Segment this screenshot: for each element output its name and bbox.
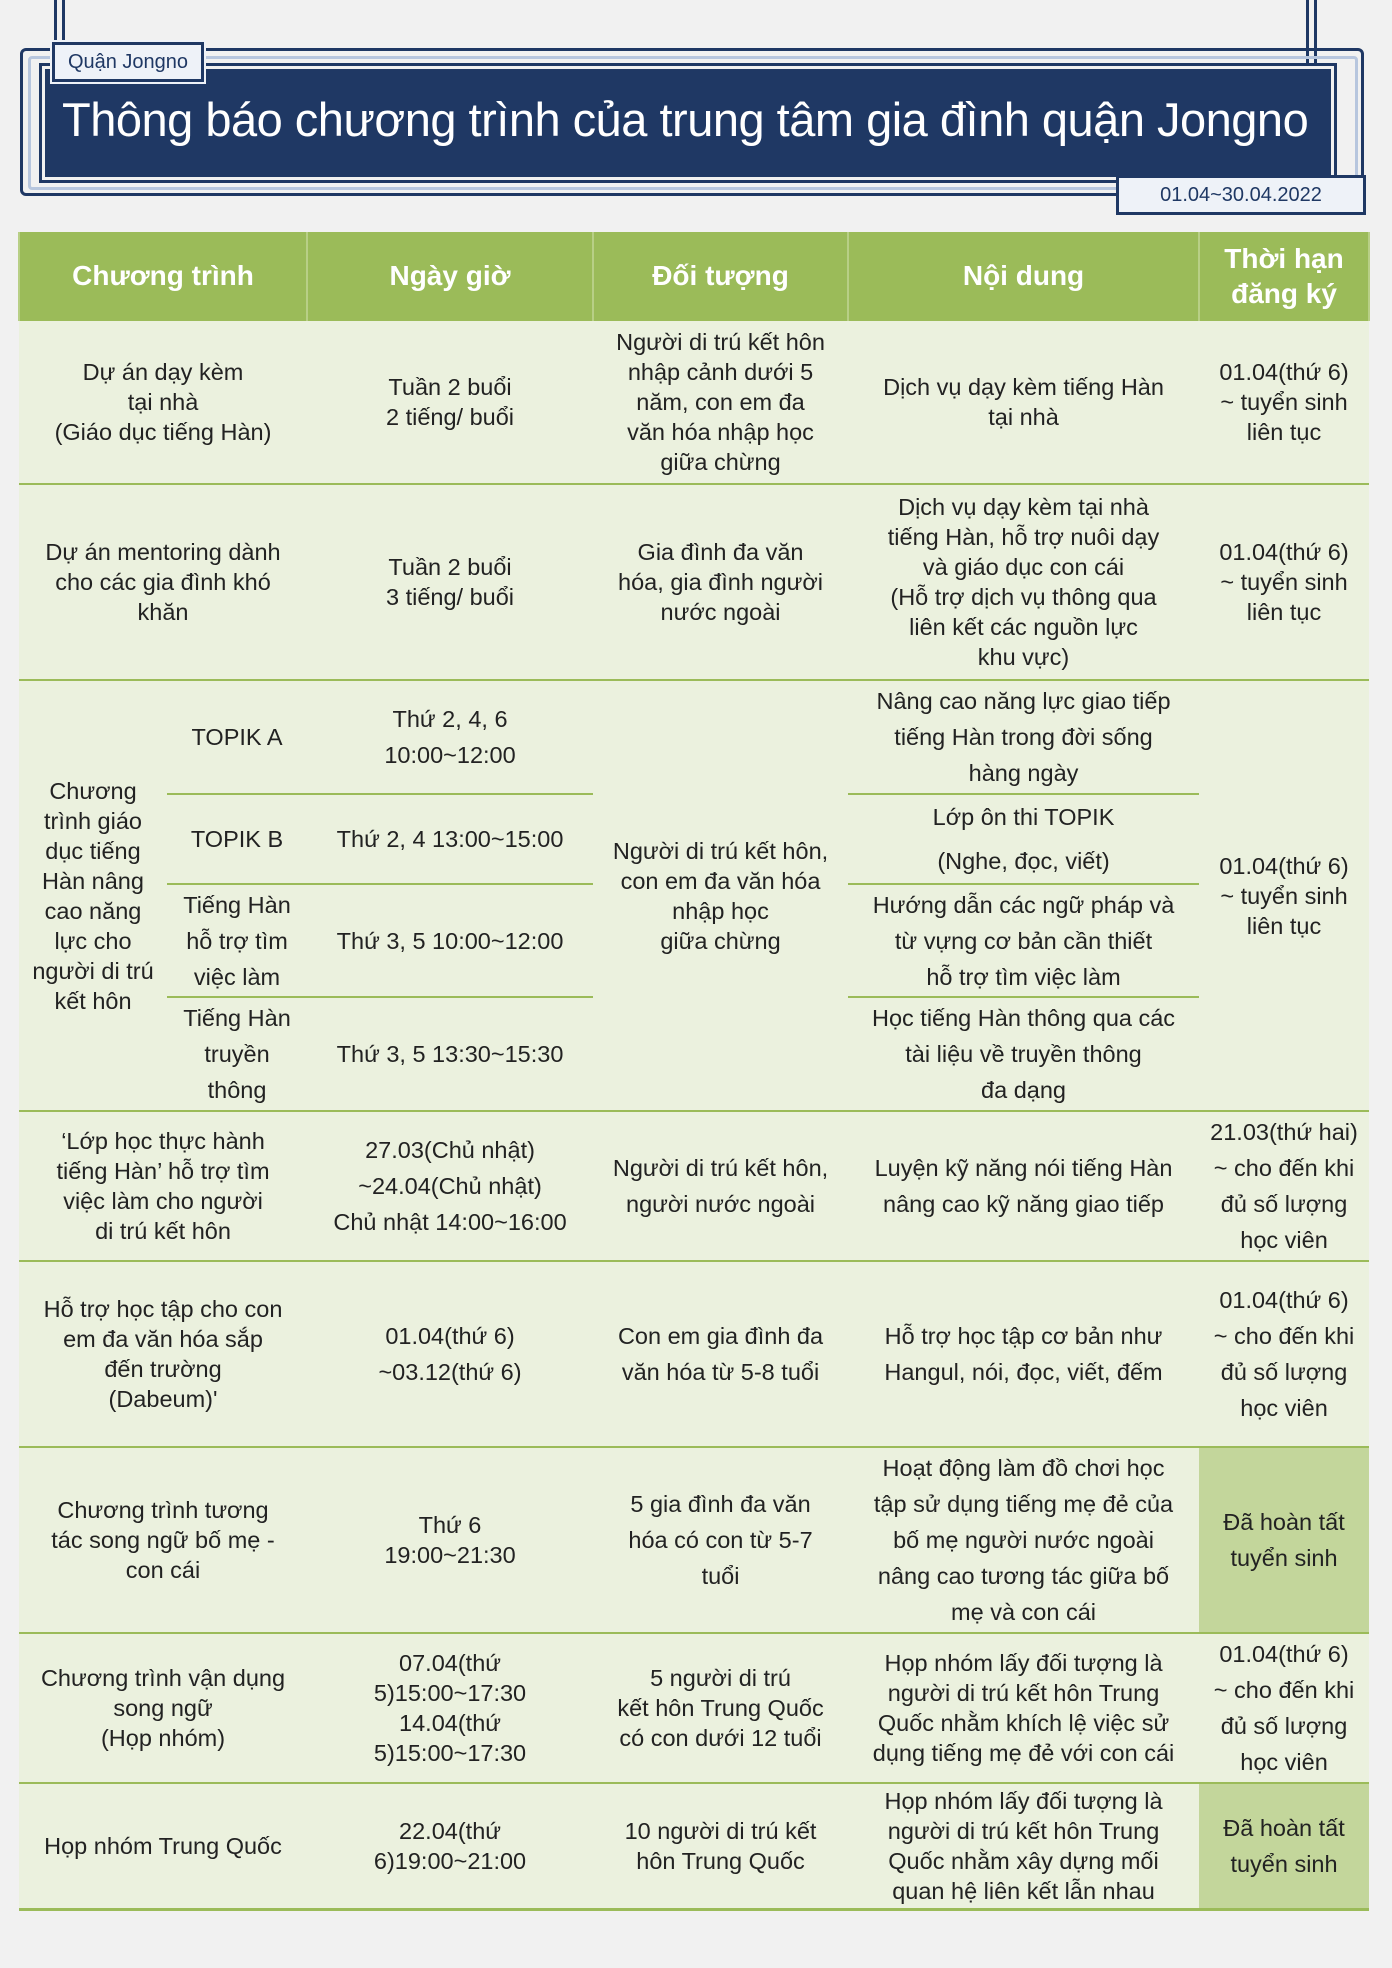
table-row xyxy=(19,1261,1369,1447)
frame-left-post-2 xyxy=(62,0,65,48)
table-row xyxy=(19,484,1369,680)
program-datetime: 07.04(thứ 5)15:00~17:30 14.04(thứ 5)15:00~17:30 xyxy=(307,1633,593,1783)
program-datetime: 01.04(thứ 6) ~03.12(thứ 6) xyxy=(307,1261,593,1447)
program-content: Dịch vụ dạy kèm tại nhà tiếng Hàn, hỗ trợ nuôi dạy và giáo dục con cái (Hỗ trợ dịch vụ thông qua liên kết các nguồn lực khu vực) xyxy=(848,484,1199,680)
program-name: Chương trình tương tác song ngữ bố mẹ - con cái xyxy=(19,1447,307,1633)
subprogram-datetime: Thứ 2, 4 13:00~15:00 xyxy=(307,794,593,884)
subprogram-content: Học tiếng Hàn thông qua các tài liệu về truyền thông đa dạng xyxy=(848,997,1199,1111)
program-deadline: 01.04(thứ 6) ~ cho đến khi đủ số lượng học viên xyxy=(1199,1261,1369,1447)
subprogram-datetime: Thứ 3, 5 13:30~15:30 xyxy=(307,997,593,1111)
program-datetime: 22.04(thứ 6)19:00~21:00 xyxy=(307,1783,593,1909)
deadline-closed-badge: Đã hoàn tất tuyển sinh xyxy=(1199,1447,1369,1633)
program-deadline: 01.04(thứ 6) ~ cho đến khi đủ số lượng học viên xyxy=(1199,1633,1369,1783)
program-name: Hỗ trợ học tập cho con em đa văn hóa sắp đến trường (Dabeum)' xyxy=(19,1261,307,1447)
column-header-datetime: Ngày giờ xyxy=(307,232,593,320)
column-header-program: Chương trình xyxy=(19,232,307,320)
deadline-closed-badge: Đã hoàn tất tuyển sinh xyxy=(1199,1783,1369,1909)
program-content: Hoạt động làm đồ chơi học tập sử dụng tiếng mẹ đẻ của bố mẹ người nước ngoài nâng cao tương tác giữa bố mẹ và con cái xyxy=(848,1447,1199,1633)
subprogram-content: Nâng cao năng lực giao tiếp tiếng Hàn trong đời sống hàng ngày xyxy=(848,680,1199,794)
program-content: Họp nhóm lấy đối tượng là người di trú kết hôn Trung Quốc nhằm khích lệ việc sử dụng tiếng mẹ đẻ với con cái xyxy=(848,1633,1199,1783)
program-datetime: Tuần 2 buổi 3 tiếng/ buổi xyxy=(307,484,593,680)
program-name: ‘Lớp học thực hành tiếng Hàn’ hỗ trợ tìm việc làm cho người di trú kết hôn xyxy=(19,1111,307,1261)
subprogram-name: TOPIK A xyxy=(167,680,307,794)
table-row xyxy=(19,680,1369,794)
subprogram-name: Tiếng Hàn hỗ trợ tìm việc làm xyxy=(167,884,307,997)
column-header-target: Đối tượng xyxy=(593,232,848,320)
program-deadline: 21.03(thứ hai) ~ cho đến khi đủ số lượng học viên xyxy=(1199,1111,1369,1261)
column-header-deadline: Thời hạn đăng ký xyxy=(1199,232,1369,320)
subprogram-content: Lớp ôn thi TOPIK (Nghe, đọc, viết) xyxy=(848,794,1199,884)
subprogram-name: TOPIK B xyxy=(167,794,307,884)
program-group-target: Người di trú kết hôn, con em đa văn hóa nhập học giữa chừng xyxy=(593,680,848,1111)
subprogram-name: Tiếng Hàn truyền thông xyxy=(167,997,307,1111)
table-row xyxy=(19,320,1369,484)
program-target: Người di trú kết hôn, người nước ngoài xyxy=(593,1111,848,1261)
program-content: Hỗ trợ học tập cơ bản như Hangul, nói, đọc, viết, đếm xyxy=(848,1261,1199,1447)
program-target: Người di trú kết hôn nhập cảnh dưới 5 năm, con em đa văn hóa nhập học giữa chừng xyxy=(593,320,848,484)
program-name: Dự án mentoring dành cho các gia đình khó khăn xyxy=(19,484,307,680)
subprogram-datetime: Thứ 2, 4, 6 10:00~12:00 xyxy=(307,680,593,794)
program-deadline: 01.04(thứ 6) ~ tuyển sinh liên tục xyxy=(1199,320,1369,484)
district-tag: Quận Jongno xyxy=(52,42,204,82)
frame-left-post xyxy=(54,0,57,48)
table-row xyxy=(19,1111,1369,1261)
table-row xyxy=(19,1447,1369,1633)
program-target: 5 người di trú kết hôn Trung Quốc có con dưới 12 tuổi xyxy=(593,1633,848,1783)
table-row xyxy=(19,1633,1369,1783)
program-table xyxy=(18,232,1370,1911)
program-datetime: 27.03(Chủ nhật) ~24.04(Chủ nhật) Chủ nhật 14:00~16:00 xyxy=(307,1111,593,1261)
program-group-name: Chương trình giáo dục tiếng Hàn nâng cao năng lực cho người di trú kết hôn xyxy=(19,680,167,1111)
program-name: Dự án dạy kèm tại nhà (Giáo dục tiếng Hàn) xyxy=(19,320,307,484)
program-target: 5 gia đình đa văn hóa có con từ 5-7 tuổi xyxy=(593,1447,848,1633)
subprogram-content: Hướng dẫn các ngữ pháp và từ vựng cơ bản cần thiết hỗ trợ tìm việc làm xyxy=(848,884,1199,997)
program-target: Gia đình đa văn hóa, gia đình người nước ngoài xyxy=(593,484,848,680)
program-target: Con em gia đình đa văn hóa từ 5-8 tuổi xyxy=(593,1261,848,1447)
program-name: Họp nhóm Trung Quốc xyxy=(19,1783,307,1909)
program-datetime: Tuần 2 buổi 2 tiếng/ buổi xyxy=(307,320,593,484)
program-name: Chương trình vận dụng song ngữ (Họp nhóm) xyxy=(19,1633,307,1783)
subprogram-datetime: Thứ 3, 5 10:00~12:00 xyxy=(307,884,593,997)
column-header-content: Nội dung xyxy=(848,232,1199,320)
program-content: Dịch vụ dạy kèm tiếng Hàn tại nhà xyxy=(848,320,1199,484)
table-row xyxy=(19,1783,1369,1909)
date-range-tag: 01.04~30.04.2022 xyxy=(1116,175,1366,215)
program-target: 10 người di trú kết hôn Trung Quốc xyxy=(593,1783,848,1909)
program-deadline: 01.04(thứ 6) ~ tuyển sinh liên tục xyxy=(1199,484,1369,680)
program-datetime: Thứ 6 19:00~21:30 xyxy=(307,1447,593,1633)
program-group-deadline: 01.04(thứ 6) ~ tuyển sinh liên tục xyxy=(1199,680,1369,1111)
program-content: Họp nhóm lấy đối tượng là người di trú kết hôn Trung Quốc nhằm xây dựng mối quan hệ liên kết lẫn nhau xyxy=(848,1783,1199,1909)
program-content: Luyện kỹ năng nói tiếng Hàn nâng cao kỹ năng giao tiếp xyxy=(848,1111,1199,1261)
table-header-row xyxy=(19,232,1369,320)
page-title: Thông báo chương trình của trung tâm gia đình quận Jongno xyxy=(62,93,1309,146)
